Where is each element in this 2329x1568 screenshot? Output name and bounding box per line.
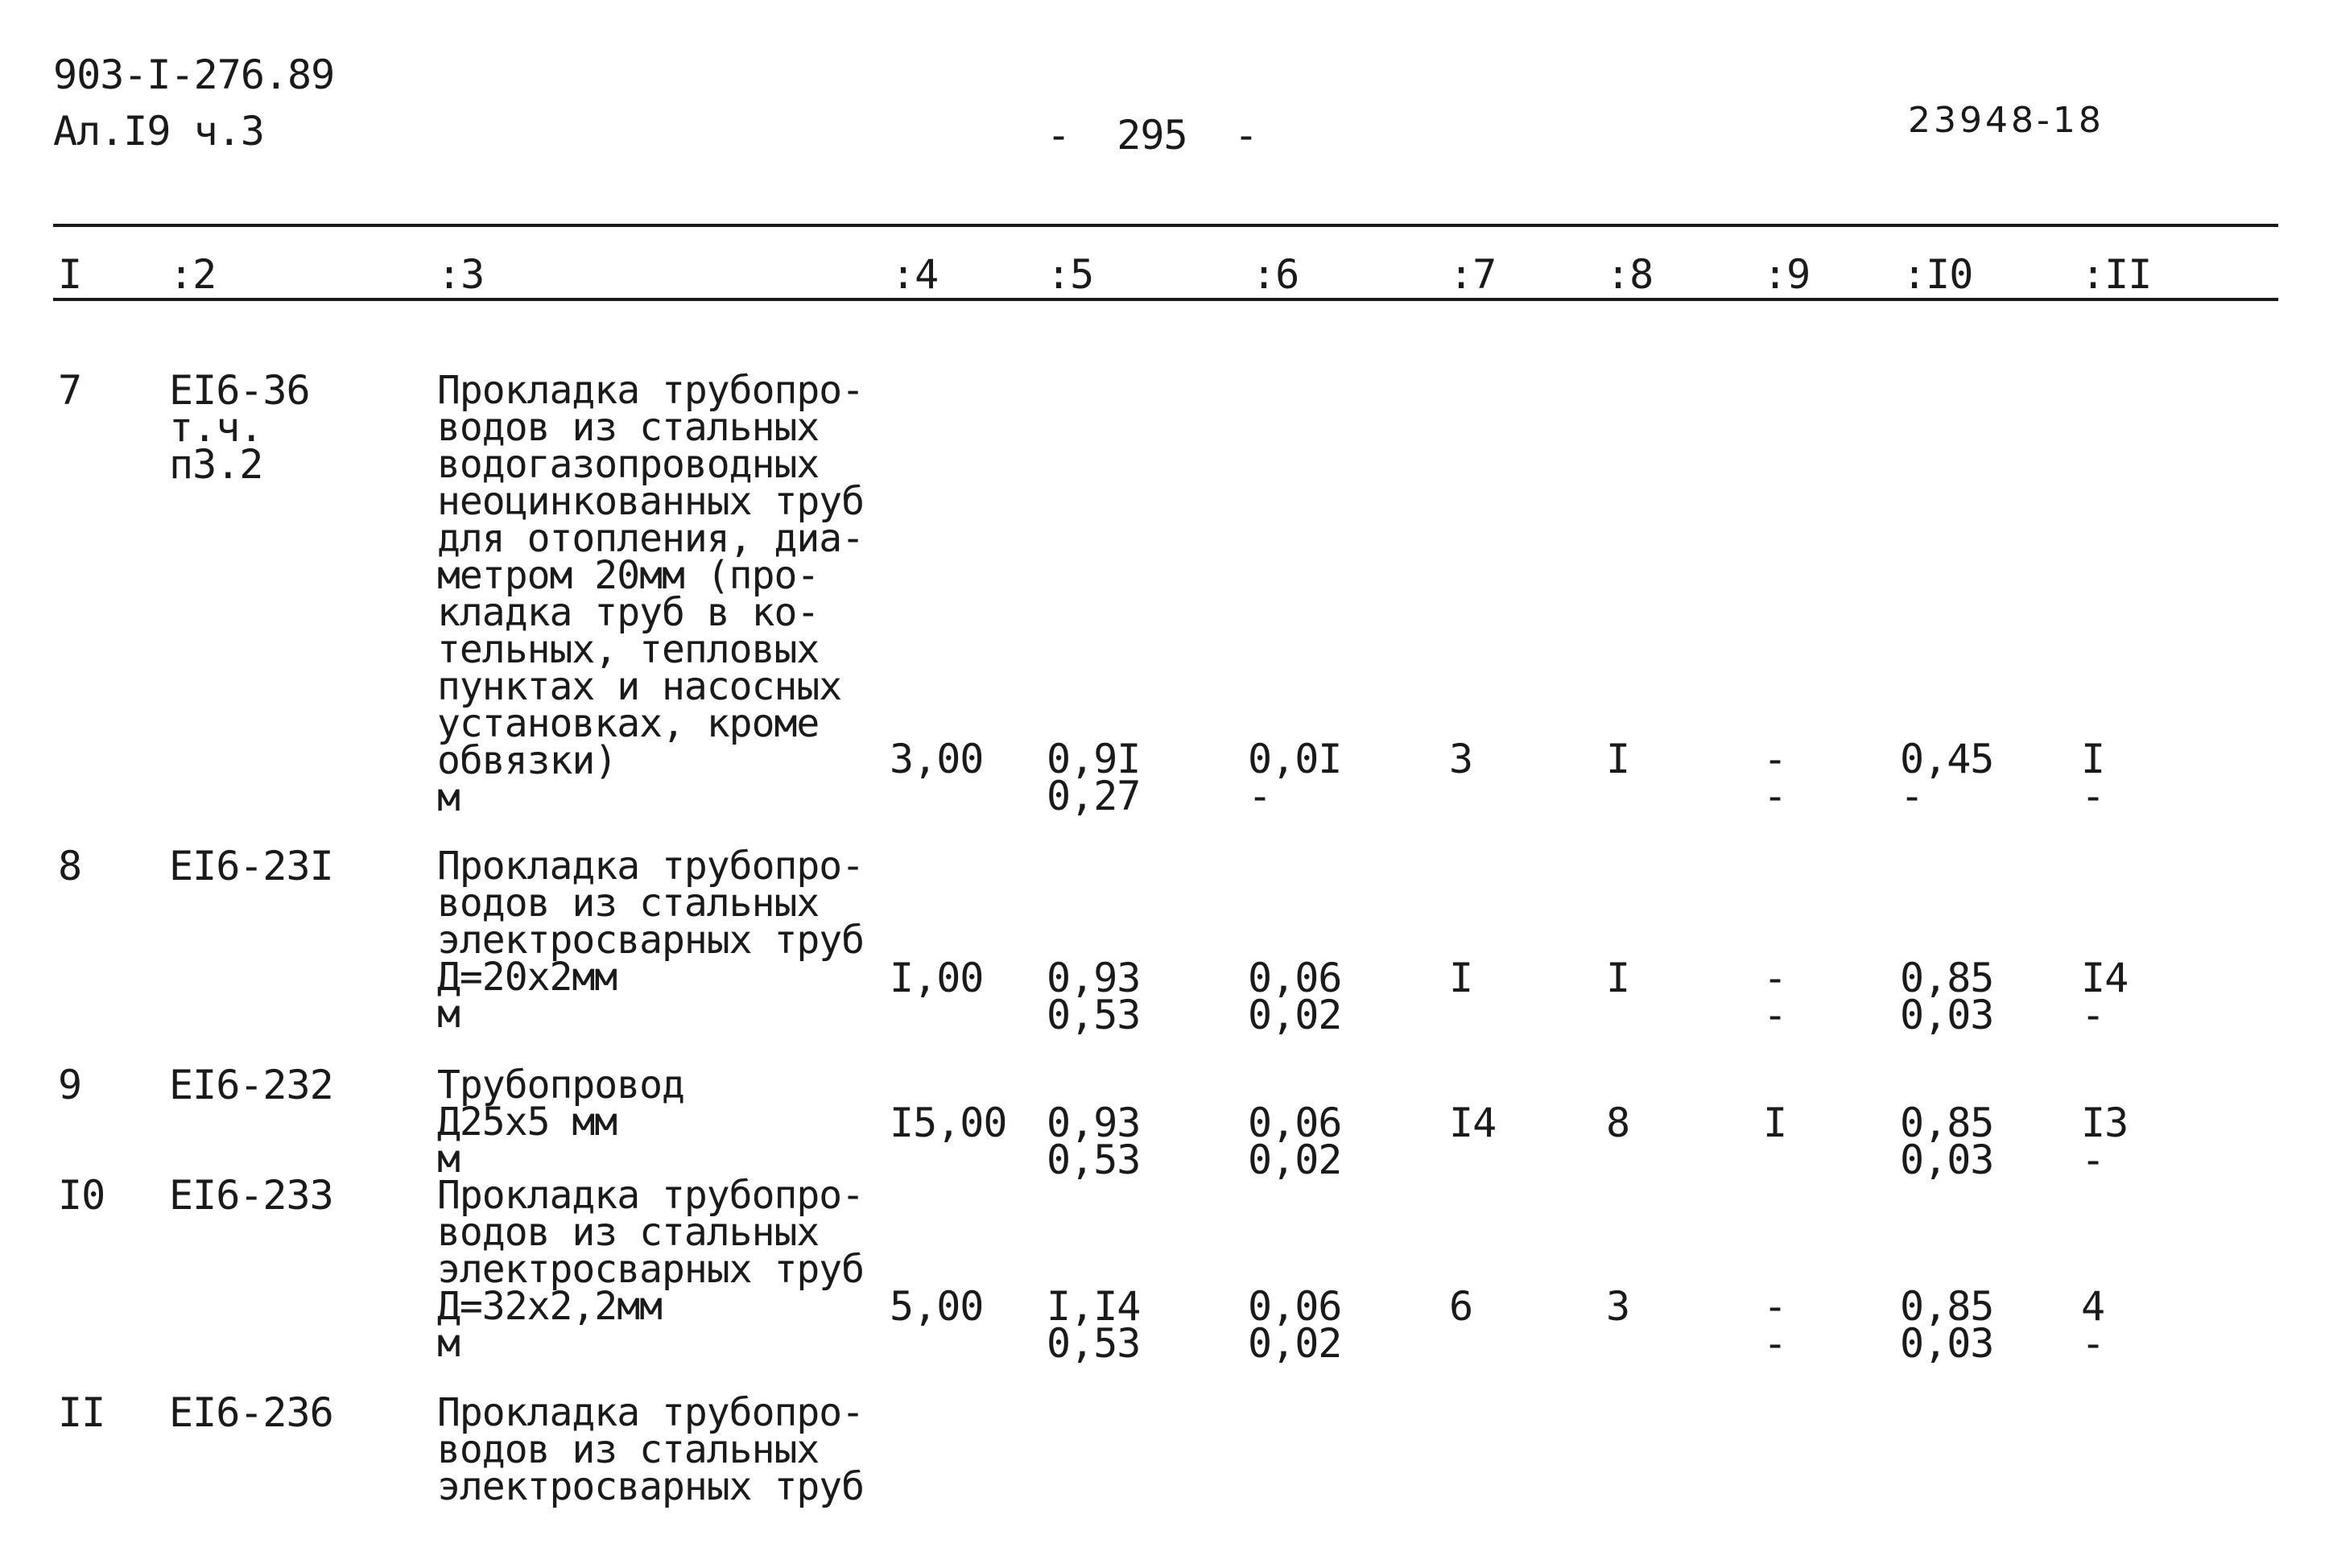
column-header: :5 (1047, 251, 1094, 298)
row-number: 9 (58, 1062, 82, 1108)
col9-values: - - (1763, 1283, 1787, 1367)
table-top-rule (53, 224, 2278, 227)
column-header: :II (2081, 251, 2152, 298)
column-header: I (58, 251, 82, 298)
col8-value: 8 (1606, 1100, 1630, 1146)
col7-value: I4 (1449, 1100, 1497, 1146)
page-number: - 295 - (1047, 112, 1257, 159)
col10-values: 0,45 - (1900, 736, 1994, 819)
col11-values: I4 - (2081, 955, 2129, 1038)
column-header: :4 (891, 251, 939, 298)
col5-values: I,I4 0,53 (1047, 1283, 1141, 1367)
work-description: Трубопровод Д25х5 мм м (437, 1063, 684, 1182)
col8-value: 3 (1606, 1283, 1630, 1330)
rate-code: EI6-23I (169, 843, 333, 889)
column-header: :6 (1252, 251, 1299, 298)
col11-values: I - (2081, 736, 2105, 819)
col10-values: 0,85 0,03 (1900, 955, 1994, 1038)
work-description: Прокладка трубопро- водов из стальных электросварных труб Д=32х2,2мм м (437, 1173, 865, 1366)
col10-values: 0,85 0,03 (1900, 1283, 1994, 1367)
col9-values: - - (1763, 955, 1787, 1038)
quantity: I,00 (890, 955, 984, 1001)
work-description: Прокладка трубопро- водов из стальных водогазопроводных неоцинкованных труб для отопления, диа- метром 20мм (про- кладка труб в ко- тельных, тепловых пунктах и насосных установках, кроме обвязки) м (437, 368, 865, 820)
col6-values: 0,06 0,02 (1248, 955, 1342, 1038)
rate-code: EI6-36 т.ч. п3.2 (169, 367, 310, 488)
col5-values: 0,93 0,53 (1047, 955, 1141, 1038)
col9-value: I (1763, 1100, 1787, 1146)
quantity: I5,00 (890, 1100, 1007, 1146)
col8-value: I (1606, 736, 1630, 782)
work-description: Прокладка трубопро- водов из стальных электросварных труб (437, 1390, 865, 1509)
column-header: :9 (1763, 251, 1811, 298)
col8-value: I (1606, 955, 1630, 1001)
col9-values: - - (1763, 736, 1787, 819)
col11-values: I3 - (2081, 1100, 2129, 1183)
document-code: 903-I-276.89 (53, 52, 335, 98)
row-number: I0 (58, 1172, 105, 1219)
column-header: :2 (169, 251, 217, 298)
inventory-number: 23948-18 (1908, 100, 2104, 141)
col7-value: 6 (1449, 1283, 1473, 1330)
col5-values: 0,93 0,53 (1047, 1100, 1141, 1183)
column-header: :I0 (1902, 251, 1973, 298)
row-number: II (58, 1389, 105, 1436)
column-header: :3 (437, 251, 485, 298)
row-number: 8 (58, 843, 82, 889)
col6-values: 0,06 0,02 (1248, 1100, 1342, 1183)
rate-code: EI6-233 (169, 1172, 333, 1219)
quantity: 3,00 (890, 736, 984, 782)
row-number: 7 (58, 367, 82, 414)
col10-values: 0,85 0,03 (1900, 1100, 1994, 1183)
col7-value: 3 (1449, 736, 1473, 782)
rate-code: EI6-232 (169, 1062, 333, 1108)
rate-code: EI6-236 (169, 1389, 333, 1436)
column-header: :7 (1449, 251, 1497, 298)
col6-values: 0,0I - (1248, 736, 1342, 819)
col6-values: 0,06 0,02 (1248, 1283, 1342, 1367)
col7-value: I (1449, 955, 1473, 1001)
col11-values: 4 - (2081, 1283, 2105, 1367)
column-header: :8 (1606, 251, 1654, 298)
work-description: Прокладка трубопро- водов из стальных электросварных труб Д=20х2мм м (437, 844, 865, 1037)
table-header-rule (53, 298, 2278, 301)
sheet-label: Ал.I9 ч.3 (53, 108, 264, 155)
col5-values: 0,9I 0,27 (1047, 736, 1141, 819)
quantity: 5,00 (890, 1283, 984, 1330)
